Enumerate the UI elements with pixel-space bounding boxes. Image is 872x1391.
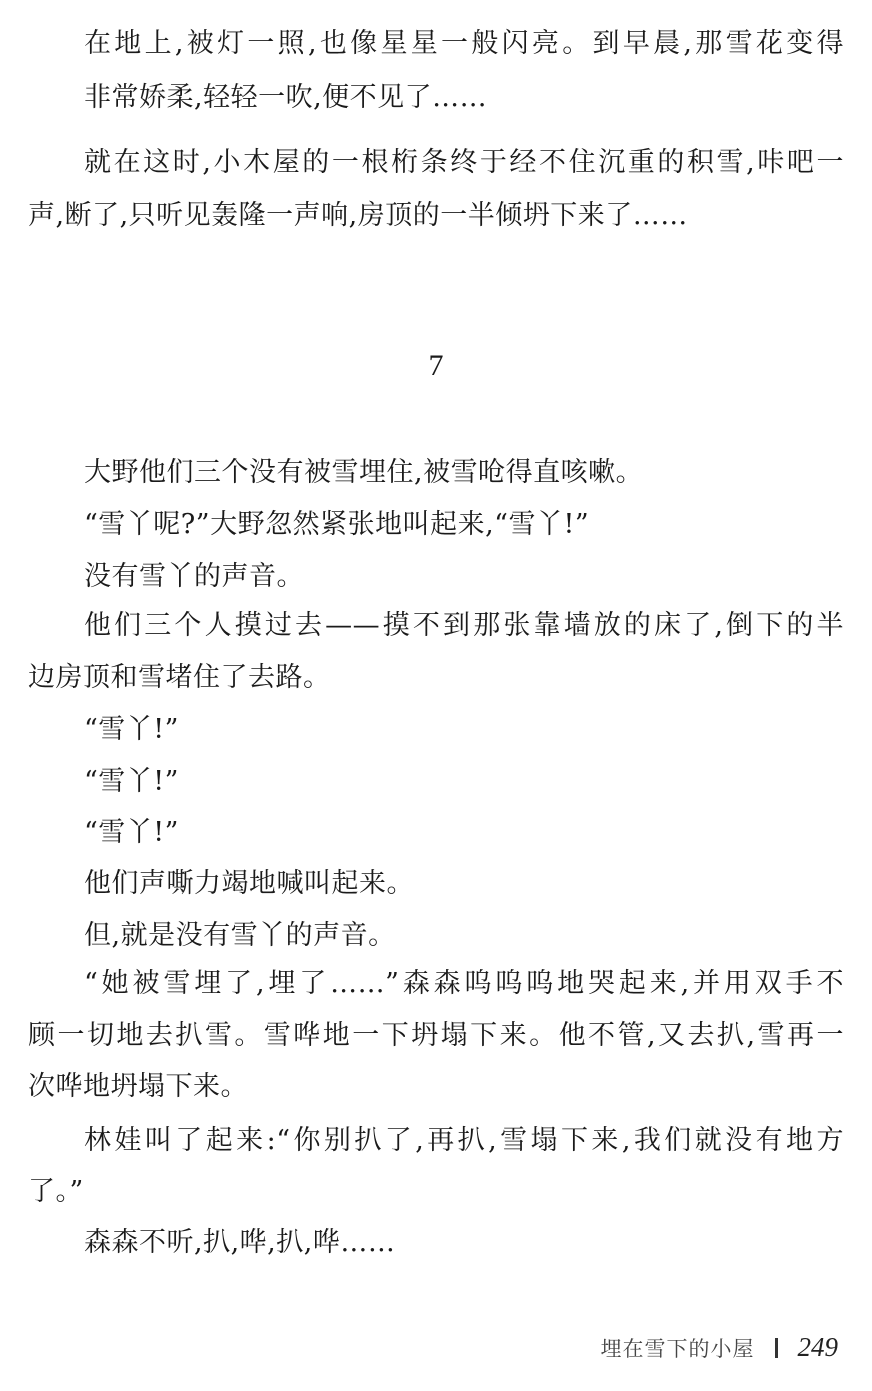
paragraph-line: “她被雪埋了,埋了……”森森呜呜呜地哭起来,并用双手不 xyxy=(84,968,844,999)
paragraph-line: 非常娇柔,轻轻一吹,便不见了…… xyxy=(84,82,488,113)
paragraph-line: 但,就是没有雪丫的声音。 xyxy=(84,920,396,951)
paragraph-line: 了。” xyxy=(28,1176,84,1207)
paragraph-line: “雪丫!” xyxy=(84,766,179,797)
page-footer xyxy=(601,1332,839,1363)
paragraph-line: 没有雪丫的声音。 xyxy=(84,561,304,592)
paragraph-line: 森森不听,扒,哗,扒,哗…… xyxy=(84,1227,396,1258)
paragraph-line: 他们三个人摸过去——摸不到那张靠墙放的床了,倒下的半 xyxy=(84,610,844,641)
paragraph-line: 就在这时,小木屋的一根桁条终于经不住沉重的积雪,咔吧一 xyxy=(84,147,844,178)
paragraph-line: “雪丫!” xyxy=(84,817,179,848)
footer-divider xyxy=(775,1338,778,1358)
paragraph-line: 他们声嘶力竭地喊叫起来。 xyxy=(84,868,414,899)
paragraph-line: 在地上,被灯一照,也像星星一般闪亮。到早晨,那雪花变得 xyxy=(84,28,844,59)
paragraph-line: 大野他们三个没有被雪埋住,被雪呛得直咳嗽。 xyxy=(84,457,644,488)
page-number: 249 xyxy=(797,1332,838,1362)
paragraph-line: 顾一切地去扒雪。雪哗地一下坍塌下来。他不管,又去扒,雪再一 xyxy=(28,1020,844,1051)
paragraph-line: “雪丫呢?”大野忽然紧张地叫起来,“雪丫!” xyxy=(84,509,590,540)
paragraph-line: 边房顶和雪堵住了去路。 xyxy=(28,662,331,693)
paragraph-line: “雪丫!” xyxy=(84,714,179,745)
paragraph-line: 林娃叫了起来:“你别扒了,再扒,雪塌下来,我们就没有地方 xyxy=(84,1125,844,1156)
paragraph-line: 次哗地坍塌下来。 xyxy=(28,1071,248,1102)
running-title: 埋在雪下的小屋 xyxy=(600,1336,755,1361)
chapter-number: 7 xyxy=(428,349,444,382)
paragraph-line: 声,断了,只听见轰隆一声响,房顶的一半倾坍下来了…… xyxy=(28,200,688,231)
